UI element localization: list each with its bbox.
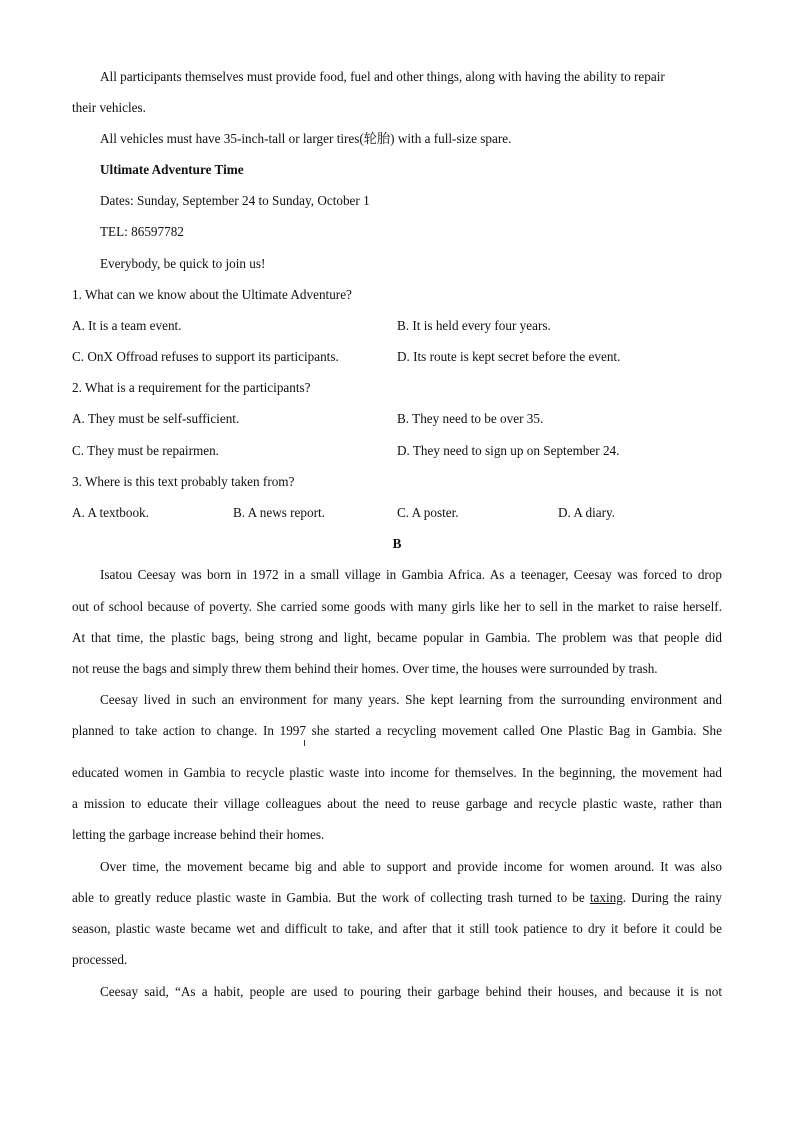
paragraph-line: season, plastic waste became wet and difficult to take, and after that it still took patience to dry it before it could be (72, 921, 722, 936)
text-segment: able to greatly reduce plastic waste in Gambia. But the work of collecting trash turned to be (72, 890, 590, 905)
comma-mark (304, 740, 305, 746)
option-a: A. It is a team event. (72, 318, 182, 333)
closing-line: Everybody, be quick to join us! (100, 256, 266, 271)
paragraph-line: out of school because of poverty. She carried some goods with many girls like her to sell in the market to raise herself. (72, 599, 722, 614)
option-b: B. A news report. (233, 505, 325, 520)
question-stem: 3. Where is this text probably taken from? (72, 474, 295, 489)
paragraph-line: Isatou Ceesay was born in 1972 in a small village in Gambia Africa. As a teenager, Ceesay was forced to drop (100, 567, 722, 582)
paragraph-line: Over time, the movement became big and able to support and provide income for women around. It was also (100, 859, 722, 874)
passage-title: B (392, 536, 402, 551)
paragraph-line: educated women in Gambia to recycle plastic waste into income for themselves. In the beginning, the movement had (72, 765, 722, 780)
paragraph-line: a mission to educate their village colleagues about the need to reuse garbage and recycle plastic waste, rather than (72, 796, 722, 811)
paragraph-line: planned to take action to change. In 1997 she started a recycling movement called One Plastic Bag in Gambia. She (72, 723, 722, 738)
option-a: A. A textbook. (72, 505, 149, 520)
paragraph-line (72, 890, 722, 906)
paragraph-line: At that time, the plastic bags, being strong and light, became popular in Gambia. The problem was that people did (72, 630, 722, 645)
option-d: D. A diary. (558, 505, 616, 520)
paragraph-line: letting the garbage increase behind their homes. (72, 827, 325, 842)
paragraph-line: All vehicles must have 35-inch-tall or larger tires(轮胎) with a full-size spare. (100, 131, 512, 146)
option-a: A. They must be self-sufficient. (72, 411, 240, 426)
option-c: C. OnX Offroad refuses to support its participants. (72, 349, 339, 364)
paragraph-line: All participants themselves must provide food, fuel and other things, along with having the ability to repair (100, 69, 665, 84)
paragraph-line: not reuse the bags and simply threw them behind their homes. Over time, the houses were surrounded by trash. (72, 661, 658, 676)
option-b: B. It is held every four years. (397, 318, 551, 333)
question-stem: 2. What is a requirement for the participants? (72, 380, 311, 395)
option-c: C. They must be repairmen. (72, 443, 219, 458)
option-d: D. They need to sign up on September 24. (397, 443, 620, 458)
underlined-word: taxing (589, 890, 623, 905)
question-stem: 1. What can we know about the Ultimate Adventure? (72, 287, 352, 302)
paragraph-line: their vehicles. (72, 100, 146, 115)
option-d: D. Its route is kept secret before the event. (397, 349, 621, 364)
section-heading: Ultimate Adventure Time (100, 162, 244, 177)
text-segment: . During the rainy (622, 890, 722, 905)
paragraph-line: processed. (72, 952, 128, 967)
tel-line: TEL: 86597782 (100, 224, 184, 239)
paragraph-line: Ceesay said, “As a habit, people are used to pouring their garbage behind their houses, and because it is not (100, 984, 722, 999)
paragraph-line: Ceesay lived in such an environment for many years. She kept learning from the surrounding environment and (100, 692, 722, 707)
option-c: C. A poster. (397, 505, 459, 520)
dates-line: Dates: Sunday, September 24 to Sunday, October 1 (100, 193, 370, 208)
option-b: B. They need to be over 35. (397, 411, 544, 426)
